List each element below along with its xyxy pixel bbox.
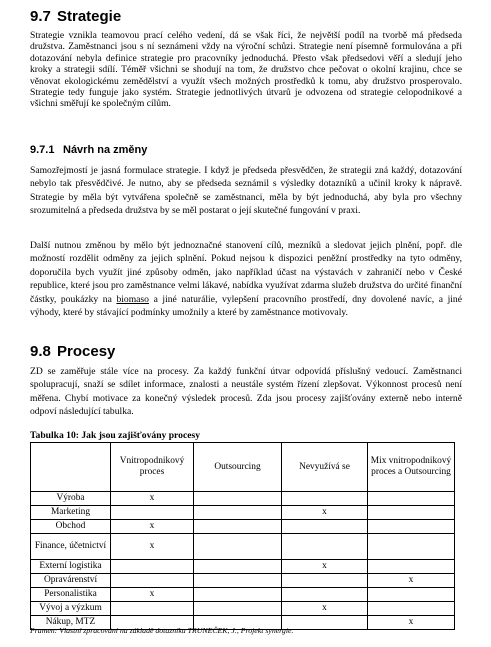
- table-cell: [368, 588, 455, 602]
- process-table: [30, 442, 462, 630]
- table-cell: [111, 506, 194, 520]
- table-row: [31, 602, 455, 616]
- table-source-note: [30, 626, 462, 635]
- row-label: Finance, účetnictví: [31, 534, 111, 560]
- section-number: 9.7: [30, 8, 51, 25]
- row-label: Opravárenství: [31, 574, 111, 588]
- subsection-title: Návrh na změny: [63, 144, 148, 156]
- header-cell: Vnitropodnikový proces: [111, 443, 194, 492]
- procesy-paragraph: [30, 365, 462, 419]
- row-label: Personalistika: [31, 588, 111, 602]
- header-cell: Outsourcing: [194, 443, 282, 492]
- paragraph-text: Strategie vznikla teamovou prací celého vedení, dá se však říci, že největší podíl na tvorbě má předseda družstva. Zaměstnanci jsou s ní seznámeni vždy na výroční schůzi. Strategie není písemně formulována a při dotazování nebyla definice strategie pro pracovníky jednoduchá. Přesto však předsedovi věří a sledují jeho kroky a strategii sdílí. Téměř všichni se shodují na tom, že družstvo chce pečovat o okolní krajinu, chce se věnovat ekologickému zemědělství a využít všech možných prostředků k tomu, aby družstvo prosperovalo. Strategie tedy funguje jako systém. Strategie jednotlivých útvarů je odvozena od strategie celopodnikové a všichni směřují ke společným cílům.: [30, 30, 462, 110]
- row-label: Obchod: [31, 520, 111, 534]
- paragraph-text: ZD se zaměřuje stále více na procesy. Za každý funkční útvar odpovídá příslušný vedoucí. Zaměstnanci spolupracují, snaží se sdílet informace, znalosti a neustále systém řízení zlepšovat. Výkonnost procesů není měřena. Chybí motivace za konečný výsledek procesů. Zda jsou procesy zajišťovány externě nebo interně odpoví následující tabulka.: [30, 366, 462, 418]
- paragraph-text: Samozřejmostí je jasná formulace strategie. I když je předseda přesvědčen, že strategii zná každý, dotazování nebylo tak přesvědčivé. Je nutno, aby se předseda seznámil s výsledky dotazníků a učinil kroky k nápravě. Strategie by měla být vytvářena společně se zaměstnanci, měla by být jednoduchá, aby byla pro všechny srozumitelná a předseda družstva by se měl postarat o její skutečné fungování v praxi.: [30, 165, 462, 217]
- table-cell: x: [282, 506, 368, 520]
- table-body: [31, 443, 455, 630]
- table-row: [31, 506, 455, 520]
- strategie-paragraph: [30, 30, 462, 110]
- row-label: Externí logistika: [31, 560, 111, 574]
- section-heading-strategie: [30, 8, 462, 26]
- navrh-paragraph-1: [30, 164, 462, 218]
- table-cell: x: [111, 492, 194, 506]
- table-cell: [194, 560, 282, 574]
- table-cell: [111, 560, 194, 574]
- table-cell: x: [368, 616, 455, 630]
- table-cell: [111, 574, 194, 588]
- paragraph-part: Další nutnou změnou by mělo být jednoznačné stanovení cílů, mezníků a sledovat jejich plnění, popř. dle možností rozdělit odměny za jejich splnění. Pokud nejsou k dispozici peněžní prostředky na tyto odměny, doporučila bych využít jiné způsoby odměn, jako například účast na výstavách v zahraničí nebo v České republice, které jsou pro zaměstnance velmi lákavé, nabídka využívat zdarma služeb družstva do určité finanční částky, poukázky na: [30, 240, 462, 305]
- table-cell: [194, 602, 282, 616]
- table-cell: [194, 520, 282, 534]
- table-cell: [194, 506, 282, 520]
- table-cell: [282, 520, 368, 534]
- header-cell: Mix vnitropodnikový proces a Outsourcing: [368, 443, 455, 492]
- table-cell: [368, 520, 455, 534]
- table-cell: x: [111, 534, 194, 560]
- process-table-grid: [30, 442, 455, 630]
- table-row: [31, 560, 455, 574]
- table-row: [31, 588, 455, 602]
- caption-text: Tabulka 10: Jak jsou zajišťovány procesy: [30, 430, 200, 441]
- section-title: Procesy: [57, 343, 116, 360]
- section-number: 9.8: [30, 343, 51, 360]
- navrh-paragraph-2: [30, 239, 462, 319]
- table-row: [31, 492, 455, 506]
- table-caption: [30, 430, 462, 441]
- subsection-number: 9.7.1: [30, 144, 55, 156]
- table-cell: x: [282, 560, 368, 574]
- row-label: Vývoj a výzkum: [31, 602, 111, 616]
- table-row: [31, 520, 455, 534]
- table-cell: [368, 534, 455, 560]
- paragraph-part: a jiné naturálie, vylepšení pracovního prostředí, dny dovolené navíc, a jiné výhody, které by stávající podmínky umožnily a které by zaměstnance motivovaly.: [30, 293, 462, 319]
- table-cell: [282, 588, 368, 602]
- paragraph-text: [30, 239, 462, 319]
- table-row: [31, 574, 455, 588]
- table-cell: [194, 492, 282, 506]
- row-label: Marketing: [31, 506, 111, 520]
- table-cell: [368, 506, 455, 520]
- section-title: Strategie: [57, 8, 122, 25]
- table-cell: [282, 534, 368, 560]
- table-cell: x: [282, 602, 368, 616]
- table-cell: [368, 560, 455, 574]
- misspelled-word: biomaso: [116, 293, 149, 305]
- source-text: Pramen: Vlastní zpracování na základě dotazníku TRUNEČEK, J., Projekt synergie.: [30, 626, 294, 635]
- table-cell: [194, 588, 282, 602]
- table-header-row: [31, 443, 455, 492]
- table-cell: [282, 492, 368, 506]
- table-cell: x: [111, 520, 194, 534]
- table-cell: [368, 492, 455, 506]
- header-cell: [31, 443, 111, 492]
- row-label: Nákup, MTZ: [31, 616, 111, 630]
- table-cell: [111, 602, 194, 616]
- table-cell: [194, 534, 282, 560]
- table-cell: [194, 574, 282, 588]
- table-cell: x: [111, 588, 194, 602]
- row-label: Výroba: [31, 492, 111, 506]
- header-cell: Nevyužívá se: [282, 443, 368, 492]
- section-heading-procesy: [30, 343, 462, 361]
- table-cell: x: [368, 574, 455, 588]
- table-row: [31, 534, 455, 560]
- subsection-heading-navrh: [30, 143, 462, 157]
- table-cell: [282, 574, 368, 588]
- table-cell: [368, 602, 455, 616]
